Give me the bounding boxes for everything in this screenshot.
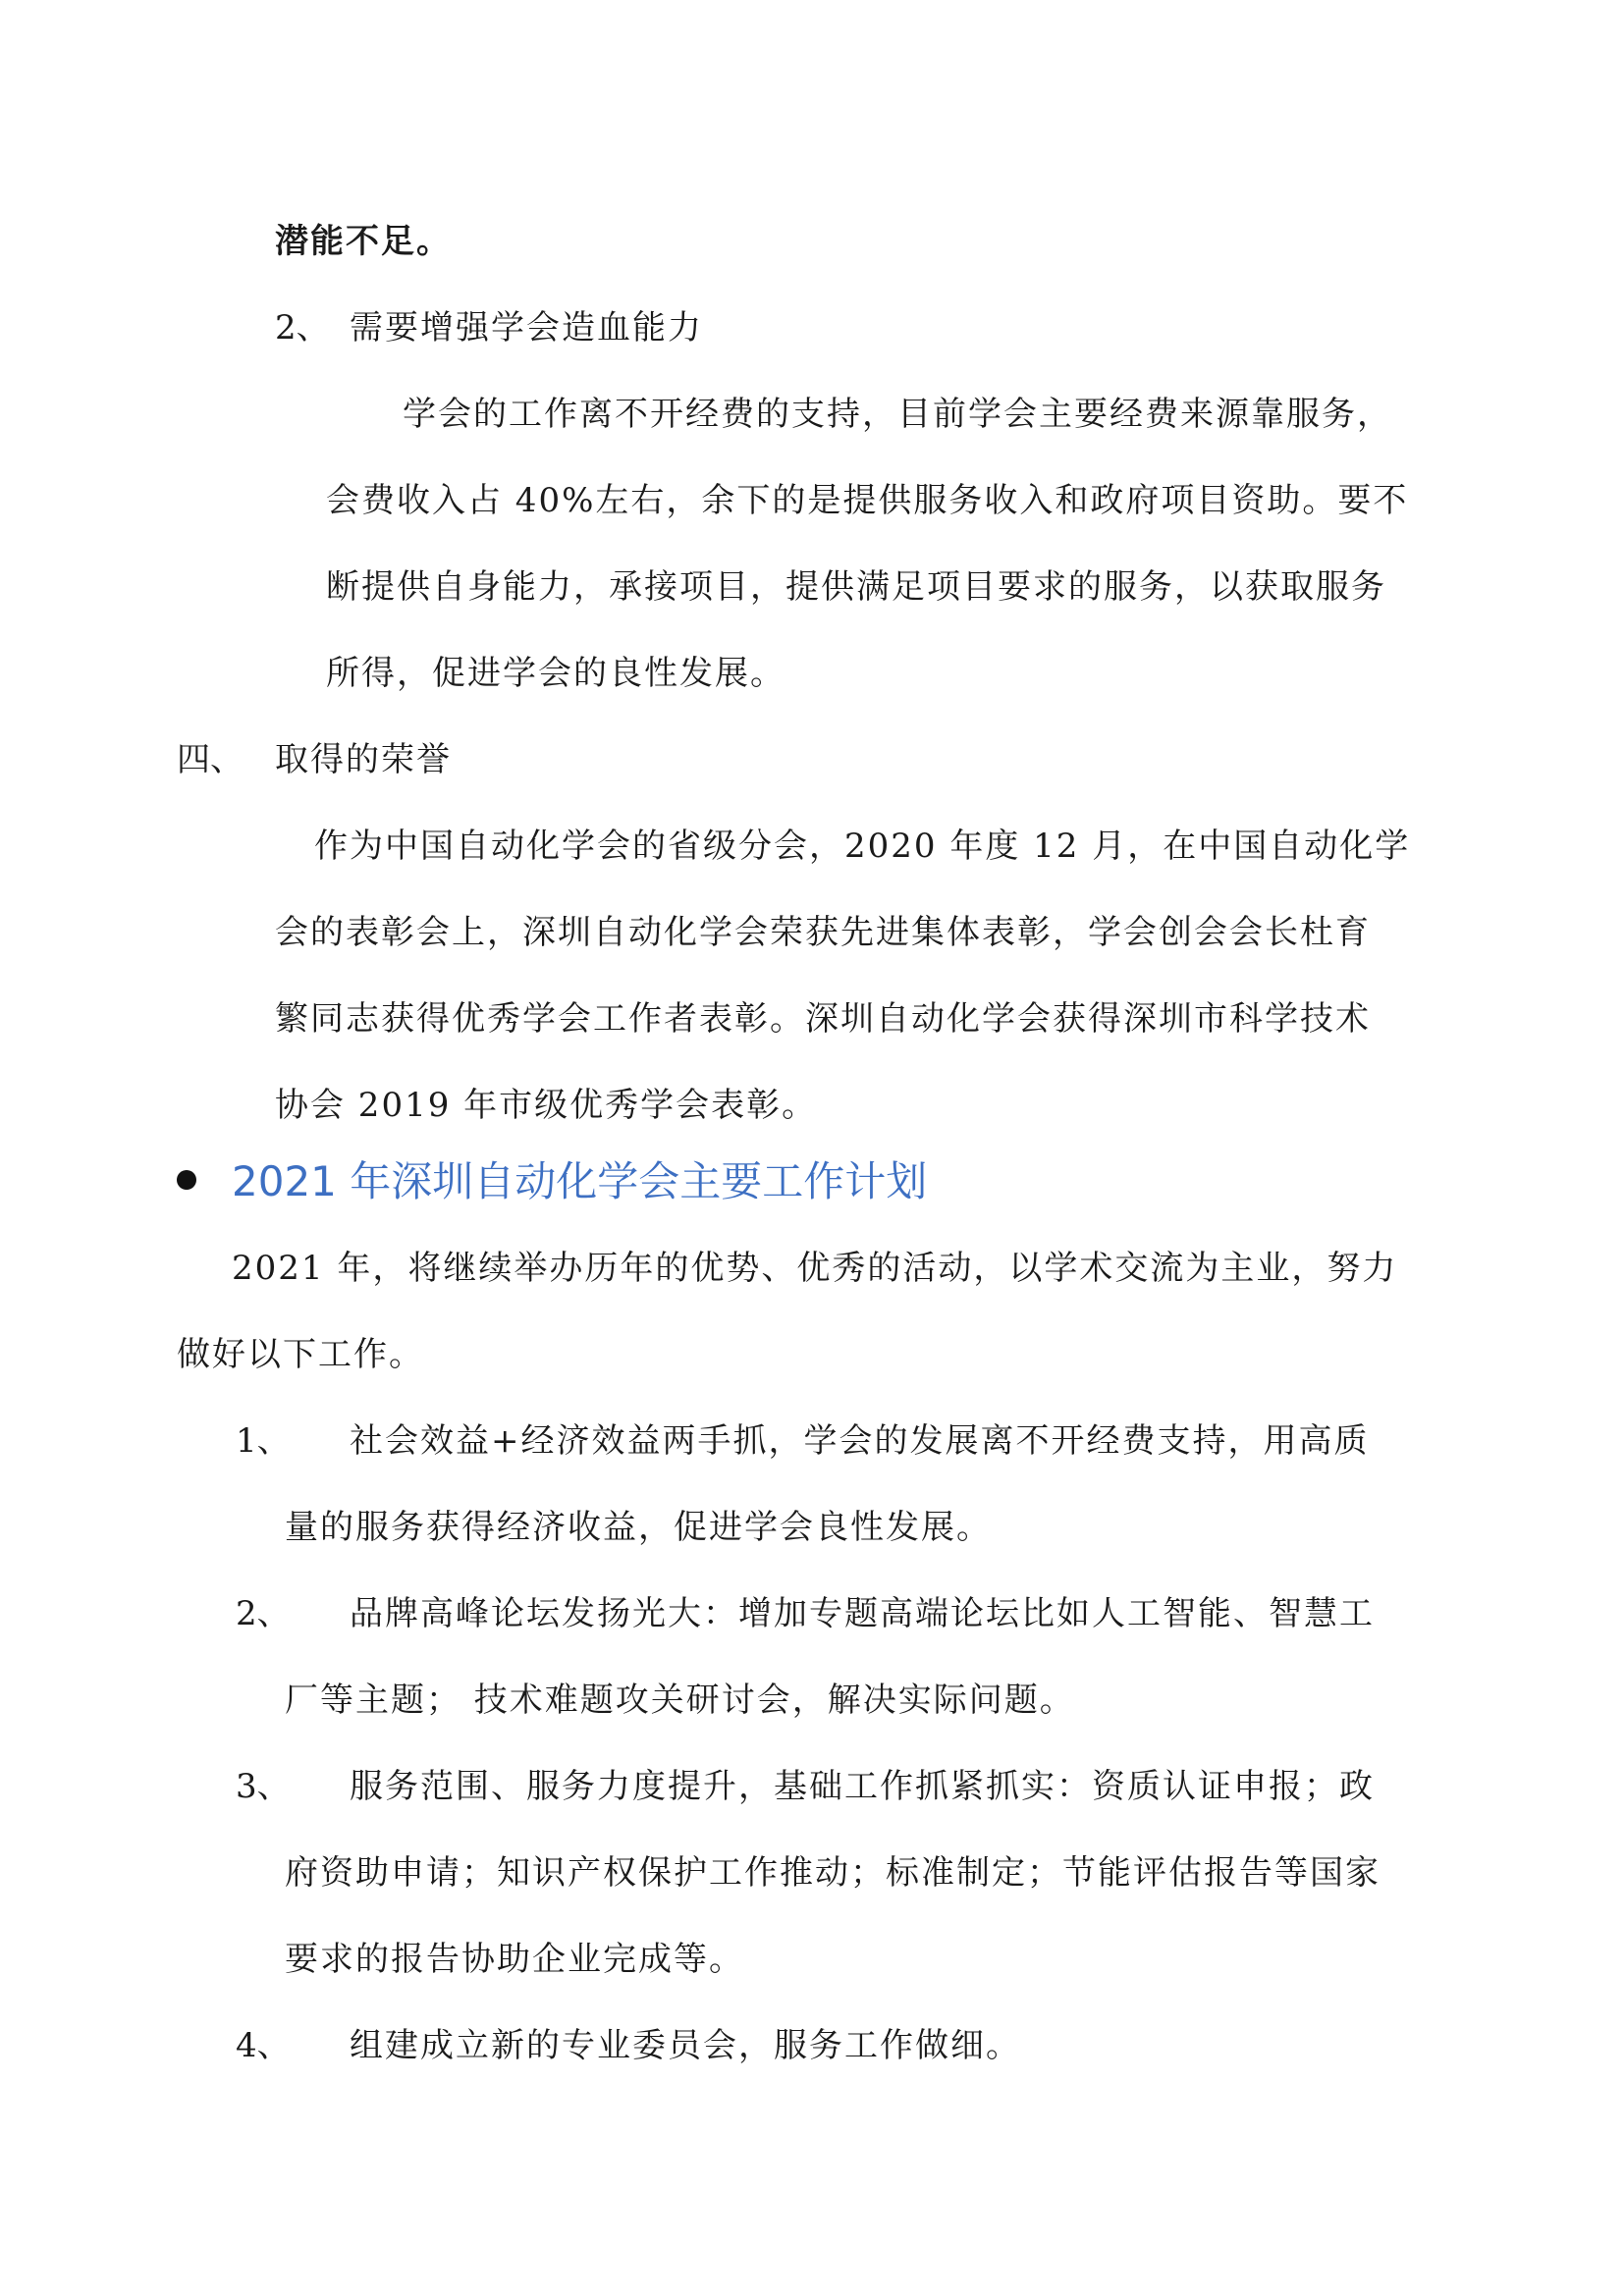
plan-item-line: 服务范围、服务力度提升，基础工作抓紧抓实：资质认证申报；政 [350,1767,1375,1806]
sec2-paragraph-line: 断提供自身能力，承接项目，提供满足项目要求的服务，以获取服务 [326,567,1386,607]
plan-intro-line: 2021 年，将继续举办历年的优势、优秀的活动，以学术交流为主业，努力 [232,1249,1398,1288]
plan-item-number: 3、 [236,1767,291,1806]
sec4-title: 取得的荣誉 [275,740,452,779]
sec2-title: 需要增强学会造血能力 [350,308,703,347]
plan-item-line: 品牌高峰论坛发扬光大：增加专题高端论坛比如人工智能、智慧工 [350,1594,1375,1633]
sec4-paragraph-line: 作为中国自动化学会的省级分会，2020 年度 12 月，在中国自动化学 [314,827,1411,866]
plan-item-number: 1、 [236,1421,291,1461]
plan-item-number: 2、 [236,1594,291,1633]
plan-item-number: 4、 [236,2026,291,2065]
plan-item-line: 府资助申请；知识产权保护工作推动；标准制定；节能评估报告等国家 [285,1853,1380,1893]
plan-heading: 2021 年深圳自动化学会主要工作计划 [232,1157,928,1205]
plan-item-line: 厂等主题； 技术难题攻关研讨会，解决实际问题。 [285,1681,1075,1720]
sec4-number: 四、 [177,740,244,779]
sec2-paragraph-line: 学会的工作离不开经费的支持，目前学会主要经费来源靠服务， [403,395,1392,434]
plan-item-line: 要求的报告协助企业完成等。 [285,1940,744,1979]
plan-item-line: 组建成立新的专业委员会，服务工作做细。 [350,2026,1021,2065]
plan-item-line: 社会效益+经济效益两手抓，学会的发展离不开经费支持，用高质 [350,1421,1370,1461]
sec4-paragraph-line: 繁同志获得优秀学会工作者表彰。深圳自动化学会获得深圳市科学技术 [275,999,1371,1039]
sec4-paragraph-line: 会的表彰会上，深圳自动化学会荣获先进集体表彰，学会创会会长杜育 [275,913,1371,952]
sec2-paragraph-line: 所得，促进学会的良性发展。 [326,654,785,693]
bullet-dot-icon [177,1170,196,1190]
sec2-paragraph-line: 会费收入占 40%左右，余下的是提供服务收入和政府项目资助。要不 [326,481,1409,520]
plan-item-line: 量的服务获得经济收益，促进学会良性发展。 [285,1508,992,1547]
sec4-paragraph-line: 协会 2019 年市级优秀学会表彰。 [275,1086,818,1125]
sec2-number: 2、 [275,308,330,347]
plan-intro-line: 做好以下工作。 [177,1335,424,1374]
intro-text: 潜能不足。 [275,222,452,261]
